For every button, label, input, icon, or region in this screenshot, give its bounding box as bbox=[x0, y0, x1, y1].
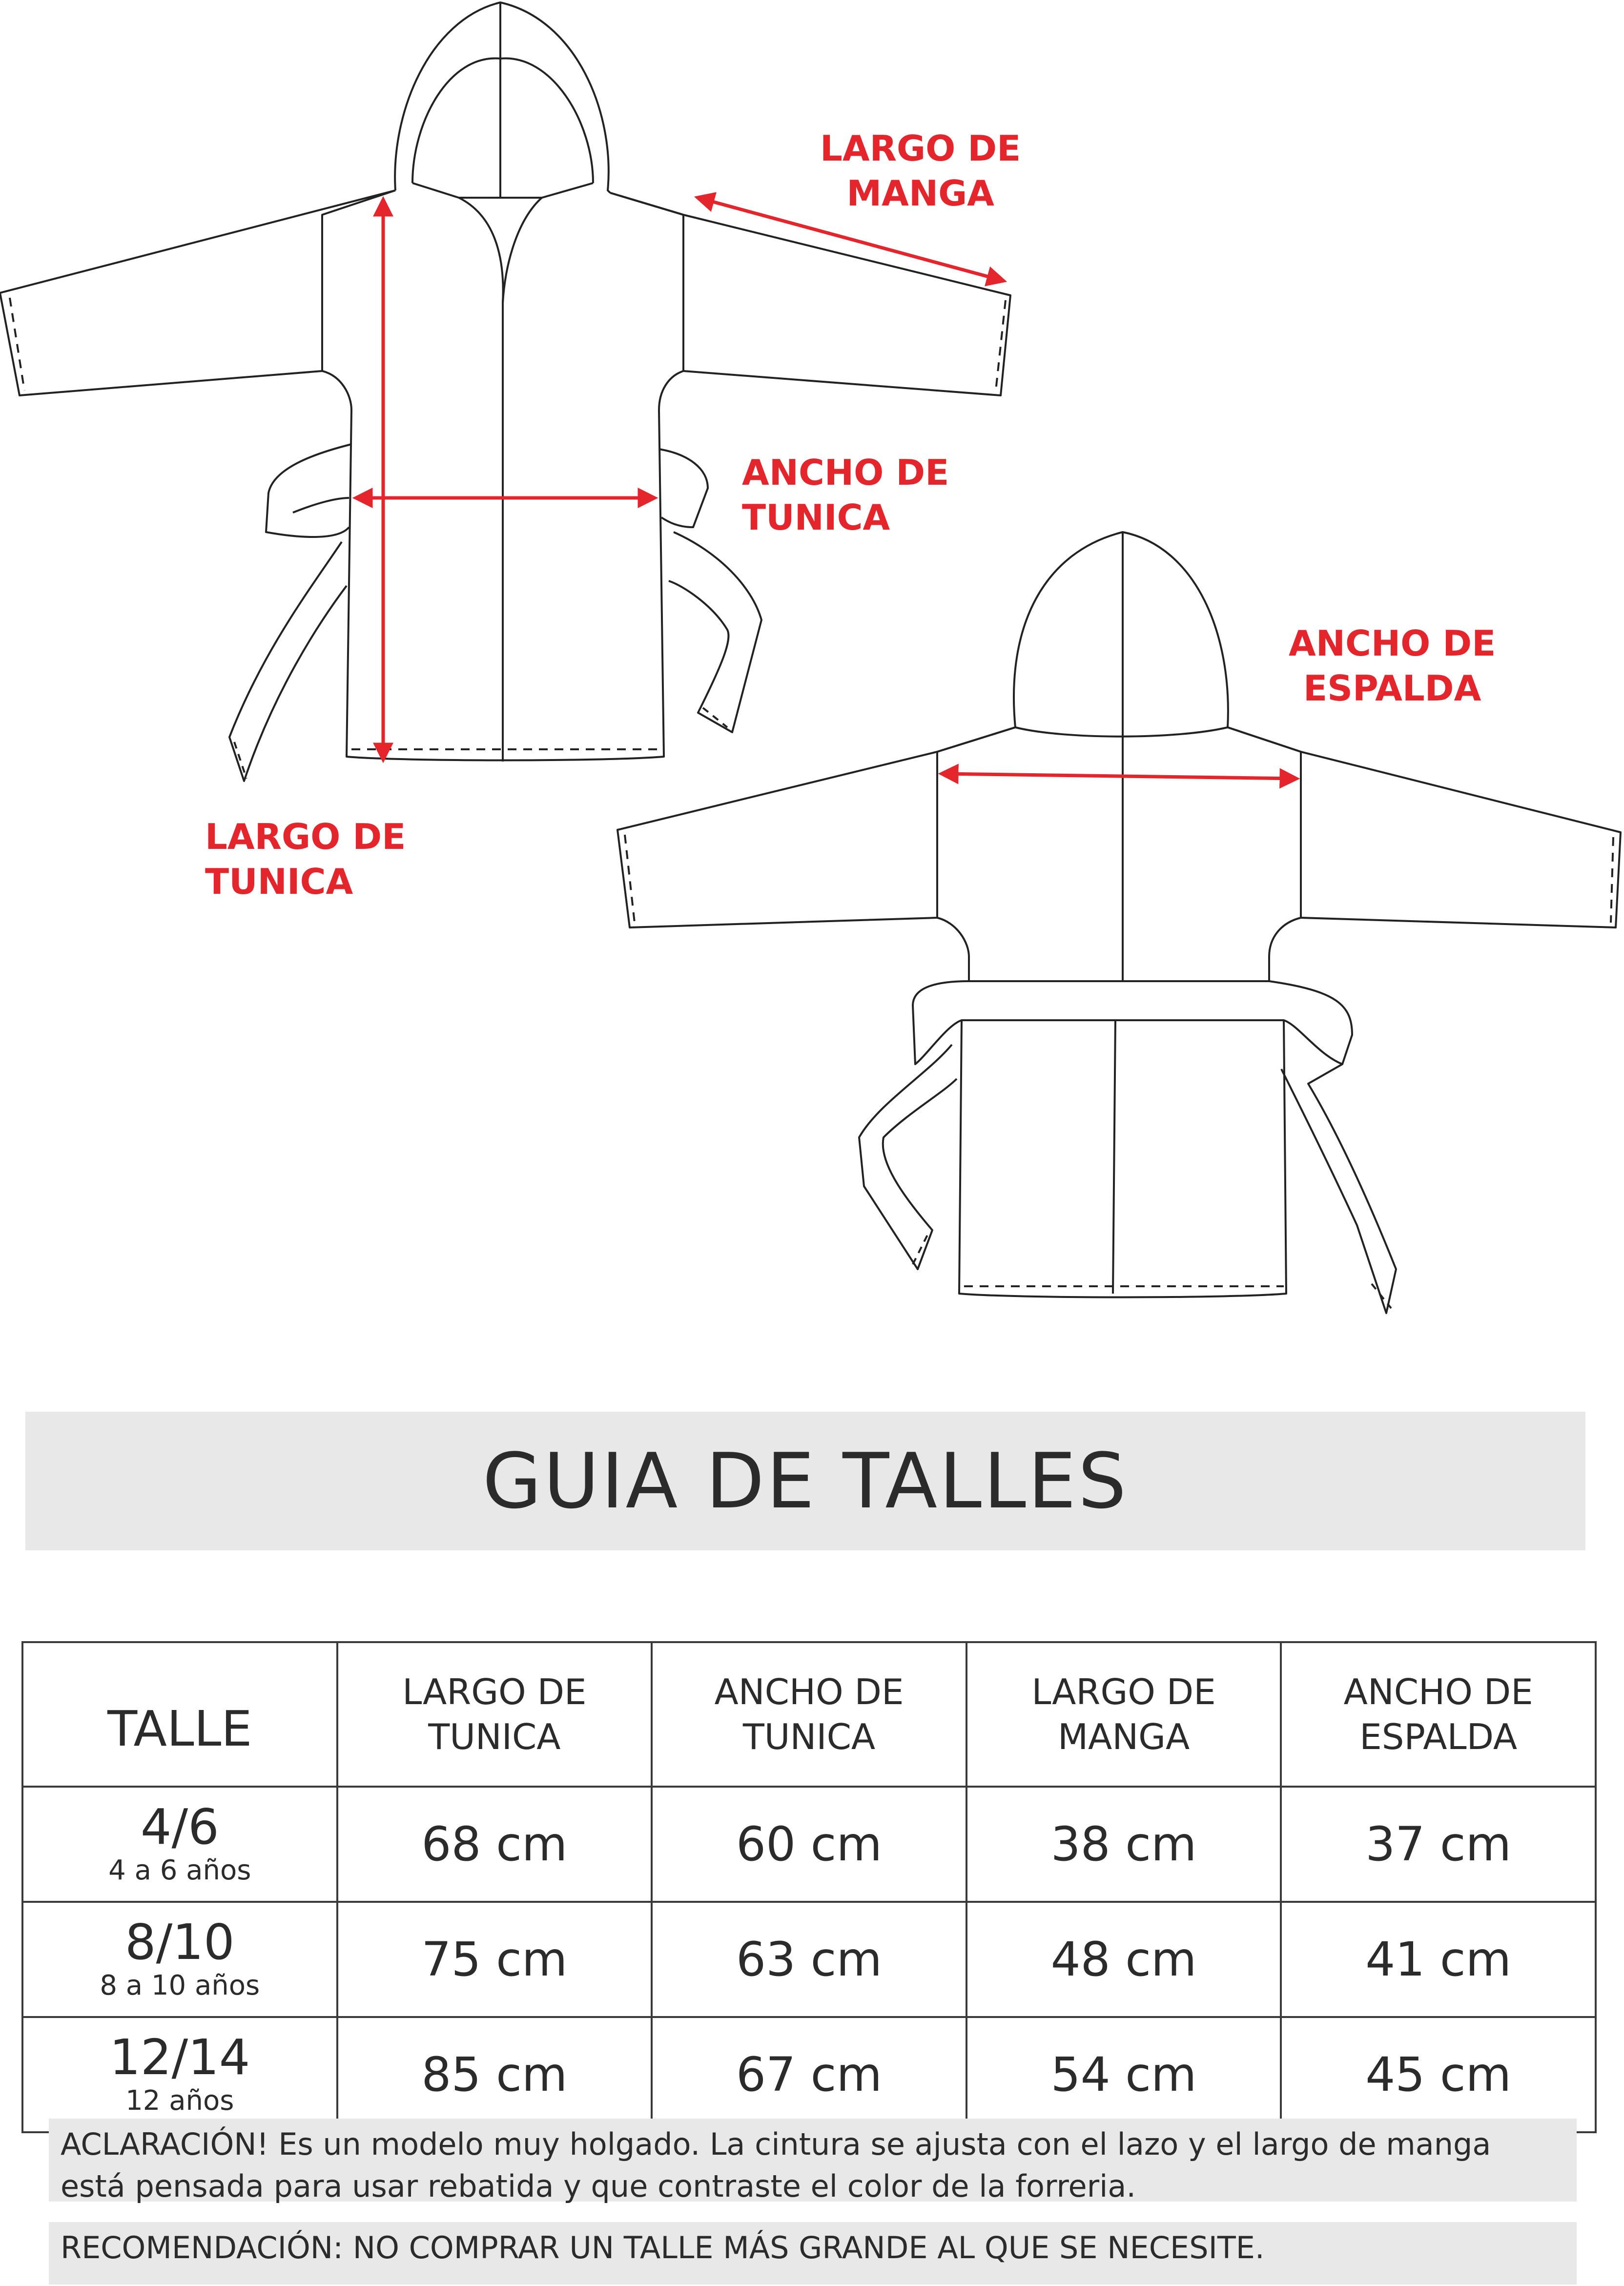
table-row bbox=[22, 2017, 1596, 2132]
front-left-sleeve bbox=[0, 190, 395, 395]
value-cell: 75 cm bbox=[337, 1902, 652, 2017]
value-cell: 41 cm bbox=[1281, 1902, 1596, 2017]
front-belt-left bbox=[266, 444, 351, 537]
back-hood bbox=[1014, 532, 1228, 727]
callout-largo-tunica: LARGO DE TUNICA bbox=[205, 816, 406, 902]
table-row bbox=[22, 1902, 1596, 2017]
back-left-sleeve bbox=[617, 727, 1015, 927]
front-hood-inner bbox=[412, 58, 593, 183]
callout-largo-manga: LARGO DE MANGA bbox=[820, 128, 1021, 214]
header-largo-tunica: LARGO DE TUNICA bbox=[337, 1642, 652, 1787]
table-header-row bbox=[22, 1642, 1596, 1787]
value-cell: 48 cm bbox=[966, 1902, 1281, 2017]
size-cell: 8/10 8 a 10 años bbox=[22, 1902, 337, 2017]
front-belt-right bbox=[659, 449, 708, 527]
value-cell: 68 cm bbox=[337, 1787, 652, 1902]
page-title: GUIA DE TALLES bbox=[482, 1437, 1129, 1525]
value-cell: 63 cm bbox=[652, 1902, 966, 2017]
size-cell: 12/14 12 años bbox=[22, 2017, 337, 2132]
front-view bbox=[0, 2, 1010, 781]
front-right-sleeve bbox=[610, 193, 1010, 395]
back-body bbox=[937, 727, 1301, 981]
note-recomendacion: RECOMENDACIÓN: NO COMPRAR UN TALLE MÁS GRANDE AL QUE SE NECESITE. bbox=[49, 2222, 1577, 2285]
value-cell: 54 cm bbox=[966, 2017, 1281, 2132]
size-cell: 4/6 4 a 6 años bbox=[22, 1787, 337, 1902]
value-cell: 85 cm bbox=[337, 2017, 652, 2132]
size-table bbox=[21, 1641, 1597, 2133]
table-row bbox=[22, 1787, 1596, 1902]
header-talle: TALLE bbox=[22, 1642, 337, 1787]
value-cell: 38 cm bbox=[966, 1787, 1281, 1902]
callout-ancho-tunica: ANCHO DE TUNICA bbox=[742, 452, 949, 538]
value-cell: 37 cm bbox=[1281, 1787, 1596, 1902]
arrow-ancho-espalda bbox=[942, 774, 1296, 779]
title-band bbox=[25, 1412, 1585, 1550]
front-hood bbox=[395, 2, 610, 193]
header-ancho-espalda: ANCHO DE ESPALDA bbox=[1281, 1642, 1596, 1787]
back-right-sleeve bbox=[1228, 727, 1621, 927]
value-cell: 45 cm bbox=[1281, 2017, 1596, 2132]
value-cell: 67 cm bbox=[652, 2017, 966, 2132]
callout-ancho-espalda: ANCHO DE ESPALDA bbox=[1289, 623, 1496, 709]
header-largo-manga: LARGO DE MANGA bbox=[966, 1642, 1281, 1787]
back-belt bbox=[913, 981, 1352, 1064]
note-aclaracion: ACLARACIÓN! Es un modelo muy holgado. La cintura se ajusta con el lazo y el largo de manga está pensada para usar rebatida y que contraste el color de la forreria. bbox=[49, 2119, 1577, 2202]
header-ancho-tunica: ANCHO DE TUNICA bbox=[652, 1642, 966, 1787]
value-cell: 60 cm bbox=[652, 1787, 966, 1902]
